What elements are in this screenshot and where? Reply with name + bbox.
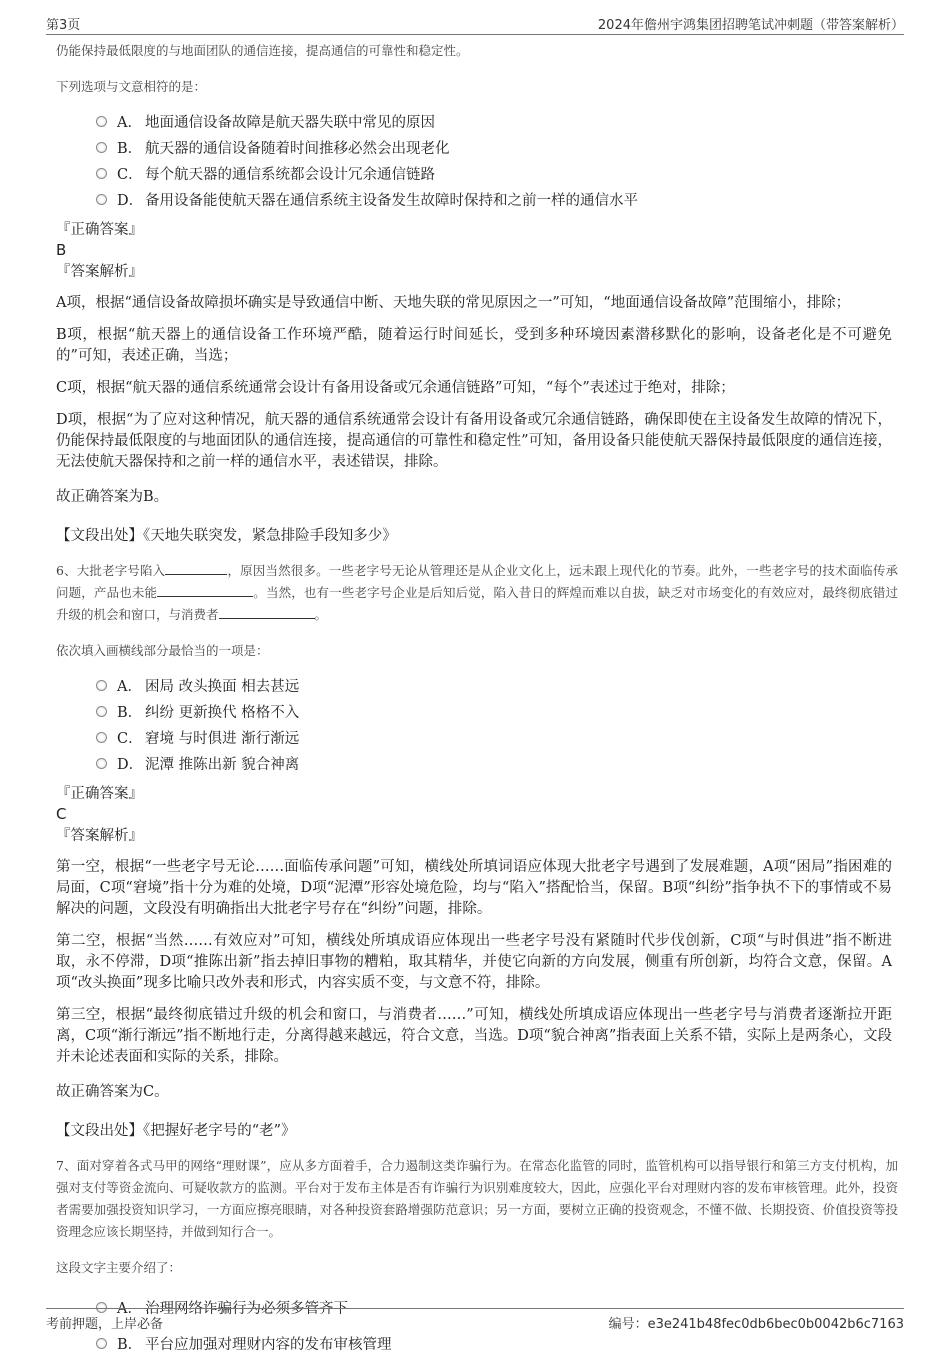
option-text: 治理网络诈骗行为必须多管齐下 bbox=[145, 1300, 348, 1317]
option-text: 每个航天器的通信系统都会设计冗余通信链路 bbox=[145, 166, 435, 183]
option-letter: B． bbox=[117, 1336, 143, 1353]
option-letter: B． bbox=[117, 140, 143, 157]
q6-option-d[interactable] bbox=[96, 750, 898, 776]
q5-conclusion: 故正确答案为B。 bbox=[56, 489, 169, 505]
q6-source: 【文段出处】《把握好老字号的“老”》 bbox=[56, 1123, 296, 1139]
q5-answer: B bbox=[56, 241, 67, 259]
q6-stem-part: 。当然，也有一些老字号企业是后知后觉，陷入昔日的辉煌而难以自拔，缺乏对市场变化的有效应对，最终彻底错过升级的机会和窗口，与消费者 bbox=[56, 585, 898, 622]
q5-source: 【文段出处】《天地失联突发，紧急排险手段知多少》 bbox=[56, 528, 397, 544]
q5-answer-tag: 『正确答案』 bbox=[56, 222, 143, 238]
option-letter: A． bbox=[117, 678, 142, 695]
q7-prompt: 这段文字主要介绍了： bbox=[56, 1260, 182, 1275]
option-text: 泥潭 推陈出新 貌合神离 bbox=[145, 756, 300, 773]
option-letter: D． bbox=[117, 756, 144, 773]
option-text: 平台应加强对理财内容的发布审核管理 bbox=[145, 1336, 392, 1353]
fill-blank-3 bbox=[219, 604, 315, 619]
q6-answer: C bbox=[56, 805, 67, 823]
q5-options bbox=[96, 108, 898, 212]
option-text: 地面通信设备故障是航天器失联中常见的原因 bbox=[145, 114, 435, 131]
q6-prompt: 依次填入画横线部分最恰当的一项是： bbox=[56, 643, 269, 658]
q6-option-c[interactable] bbox=[96, 724, 898, 750]
q6-answer-tag: 『正确答案』 bbox=[56, 786, 143, 802]
q7-stem: 7、面对穿着各式马甲的网络“理财课”，应从多方面着手，合力遏制这类诈骗行为。在常态化监管的同时，监管机构可以指导银行和第三方支付机构，加强对支付等资金流向、可疑收款方的监测。平台对于发布主体是否有诈骗行为识别难度较大，因此，应强化平台对理财内容的发布审核管理。此外，投资者需要加强投资知识学习，一方面应擦亮眼睛，对各种投资套路增强防范意识；另一方面，要树立正确的投资观念，不懂不做、长期投资、价值投资等投资理念应该长期坚持，并做到知行合一。 bbox=[56, 1158, 898, 1239]
q6-stem-part: 6、大批老字号陷入 bbox=[56, 563, 166, 578]
radio-button-icon[interactable] bbox=[96, 758, 107, 769]
option-letter: D． bbox=[117, 192, 144, 209]
option-letter: A． bbox=[117, 1300, 142, 1317]
radio-button-icon[interactable] bbox=[96, 706, 107, 717]
document-code: 编号：e3e241b48fec0db6bec0b0042b6c7163 bbox=[608, 1317, 904, 1332]
option-text: 备用设备能使航天器在通信系统主设备发生故障时保持和之前一样的通信水平 bbox=[145, 192, 638, 209]
q6-options bbox=[96, 672, 898, 776]
page-footer bbox=[46, 1308, 904, 1333]
radio-button-icon[interactable] bbox=[96, 116, 107, 127]
q5-passage-tail: 仍能保持最低限度的与地面团队的通信连接，提高通信的可靠性和稳定性。 bbox=[56, 43, 469, 58]
q5-analysis-b: B项，根据“航天器上的通信设备工作环境严酷，随着运行时间延长，受到多种环境因素潜移默化的影响，设备老化是不可避免的”可知，表述正确，当选； bbox=[56, 327, 892, 364]
radio-button-icon[interactable] bbox=[96, 1338, 107, 1349]
page-header bbox=[46, 12, 904, 35]
page-content bbox=[56, 40, 898, 1361]
q5-analysis-d: D项，根据“为了应对这种情况，航天器的通信系统通常会设计有备用设备或冗余通信链路，确保即使在主设备发生故障的情况下，仍能保持最低限度的与地面团队的通信连接，提高通信的可靠性和稳定性”可知，备用设备只能使航天器保持最低限度的通信连接，无法使航天器保持和之前一样的通信水平，表述错误，排除。 bbox=[56, 412, 892, 470]
q5-option-d[interactable] bbox=[96, 186, 898, 212]
option-text: 纠纷 更新换代 格格不入 bbox=[145, 704, 300, 721]
option-text: 困局 改头换面 相去甚远 bbox=[145, 678, 300, 695]
q5-analysis-tag: 『答案解析』 bbox=[56, 264, 143, 280]
footer-slogan: 考前押题，上岸必备 bbox=[46, 1317, 164, 1332]
q6-analysis-blank3: 第三空，根据“最终彻底错过升级的机会和窗口，与消费者……”可知，横线处所填成语应体现出一些老字号与消费者逐渐拉开距离，C项“渐行渐远”指不断地行走，分离得越来越远，符合文意，当选。D项“貌合神离”指表面上关系不错，实际上是两条心，文段并未论述表面和实际的关系，排除。 bbox=[56, 1007, 892, 1065]
q5-option-c[interactable] bbox=[96, 160, 898, 186]
fill-blank-2 bbox=[157, 582, 253, 597]
q6-analysis-blank1: 第一空，根据“一些老字号无论……面临传承问题”可知，横线处所填词语应体现大批老字号遇到了发展难题，A项“困局”指困难的局面，C项“窘境”指十分为难的处境，D项“泥潭”形容处境危险，均与“陷入”搭配恰当，保留。B项“纠纷”指争执不下的事情或不易解决的问题，文段没有明确指出大批老字号存在“纠纷”问题，排除。 bbox=[56, 859, 892, 917]
q6-stem-part: ，原因当然很多。一些老字号无论从管理还是从企业文化上，远未跟上现代化的节奏。此外，一些老字号的技术面临传承问题，产品也未能 bbox=[56, 563, 898, 600]
fill-blank-1 bbox=[165, 560, 227, 575]
option-text: 航天器的通信设备随着时间推移必然会出现老化 bbox=[145, 140, 450, 157]
page-number: 第3页 bbox=[46, 18, 81, 33]
q6-conclusion: 故正确答案为C。 bbox=[56, 1084, 169, 1100]
q5-analysis-c: C项，根据“航天器的通信系统通常会设计有备用设备或冗余通信链路”可知，“每个”表述过于绝对，排除； bbox=[56, 380, 735, 396]
option-letter: A． bbox=[117, 114, 142, 131]
q6-stem-part: 。 bbox=[314, 607, 328, 622]
document-title: 2024年儋州宇鸿集团招聘笔试冲刺题（带答案解析） bbox=[597, 18, 904, 33]
option-letter: B． bbox=[117, 704, 143, 721]
radio-button-icon[interactable] bbox=[96, 194, 107, 205]
radio-button-icon[interactable] bbox=[96, 732, 107, 743]
radio-button-icon[interactable] bbox=[96, 142, 107, 153]
q5-option-a[interactable] bbox=[96, 108, 898, 134]
option-letter: C． bbox=[117, 166, 143, 183]
radio-button-icon[interactable] bbox=[96, 168, 107, 179]
q6-option-b[interactable] bbox=[96, 698, 898, 724]
q6-analysis-blank2: 第二空，根据“当然……有效应对”可知，横线处所填成语应体现出一些老字号没有紧随时代步伐创新，C项“与时俱进”指不断进取，永不停滞，D项“推陈出新”指去掉旧事物的糟粕，取其精华，并使它向新的方向发展，侧重有所创新，均符合文意，保留。A项“改头换面”现多比喻只改外表和形式，内容实质不变，与文意不符，排除。 bbox=[56, 933, 892, 991]
q6-option-a[interactable] bbox=[96, 672, 898, 698]
q5-option-b[interactable] bbox=[96, 134, 898, 160]
q5-prompt: 下列选项与文意相符的是： bbox=[56, 79, 207, 94]
option-text: 窘境 与时俱进 渐行渐远 bbox=[145, 730, 300, 747]
q6-stem bbox=[56, 560, 898, 626]
q5-analysis-a: A项，根据“通信设备故障损坏确实是导致通信中断、天地失联的常见原因之一”可知，“地面通信设备故障”范围缩小，排除； bbox=[56, 295, 851, 311]
option-letter: C． bbox=[117, 730, 143, 747]
radio-button-icon[interactable] bbox=[96, 680, 107, 691]
q6-analysis-tag: 『答案解析』 bbox=[56, 828, 143, 844]
